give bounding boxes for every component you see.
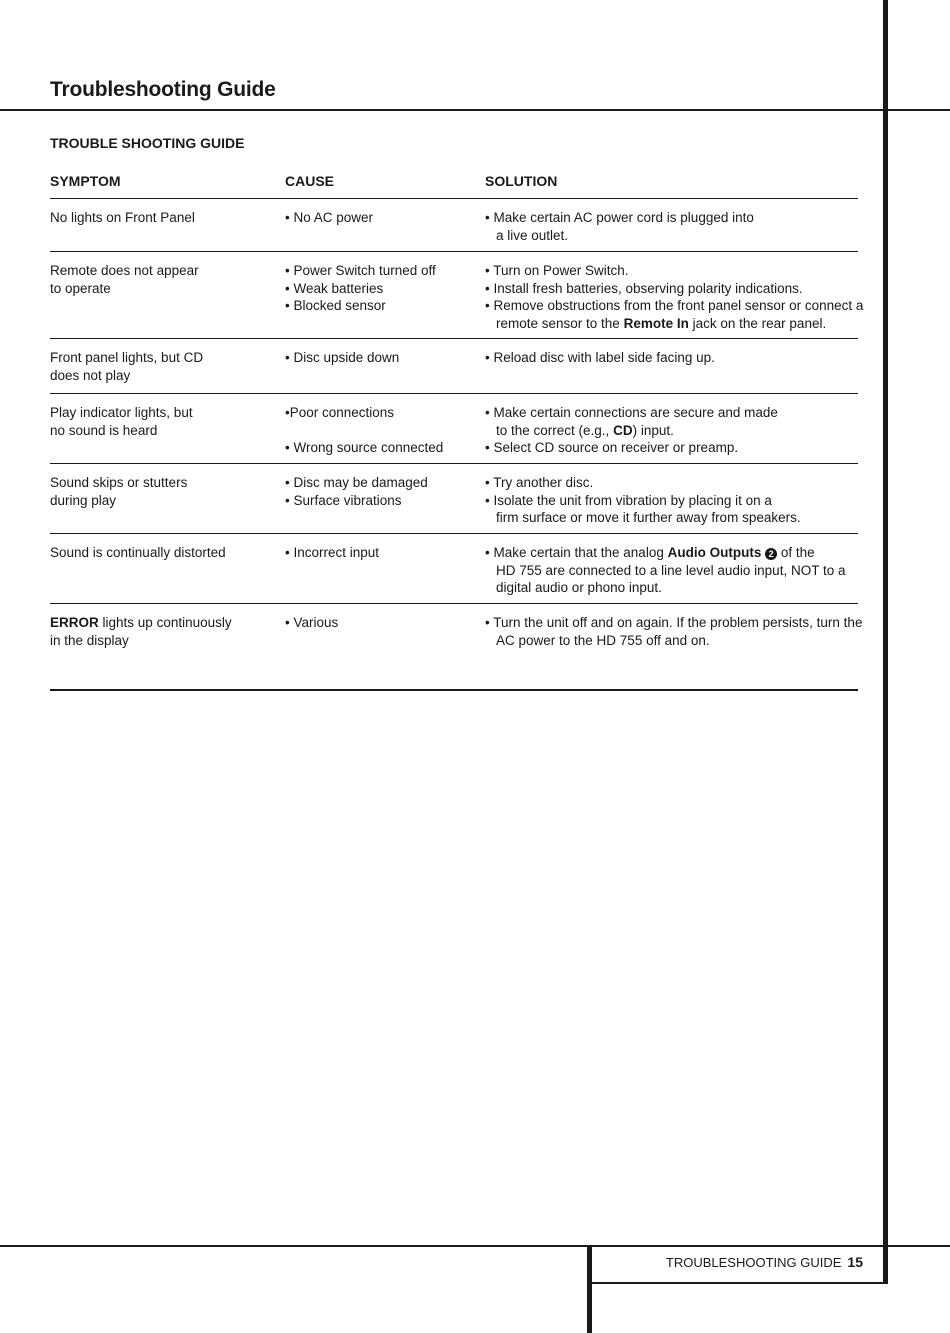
table-row — [50, 604, 863, 691]
cause-cell: • Various — [285, 615, 339, 630]
footer-underline — [590, 1282, 888, 1284]
cause-cell: • Disc upside down — [285, 350, 400, 365]
section-title: TROUBLE SHOOTING GUIDE — [50, 135, 245, 151]
troubleshooting-table — [50, 173, 864, 691]
cd-label: CD — [613, 422, 633, 438]
error-label: ERROR — [50, 615, 99, 630]
solution-cell: • Make certain that the analog Audio Outputs 2 of the HD 755 are connected to a line level audio input, NOT to a digital audio or phono input. — [485, 545, 846, 596]
table-row — [50, 199, 858, 252]
cause-cell: • Power Switch turned off • Weak batteries • Blocked sensor — [285, 263, 436, 314]
footer-rule — [0, 1245, 950, 1247]
circled-number-icon: 2 — [765, 548, 777, 560]
symptom-cell: Front panel lights, but CD does not play — [50, 350, 204, 383]
footer-section: TROUBLESHOOTING GUIDE — [665, 1255, 842, 1270]
cause-cell: • Disc may be damaged • Surface vibrations — [285, 475, 428, 508]
table-row — [50, 394, 858, 464]
symptom-cell: ERROR lights up continuously in the display — [50, 615, 232, 648]
symptom-cell: Play indicator lights, but no sound is heard — [50, 405, 193, 438]
page-number: 15 — [847, 1254, 863, 1270]
title-rule — [0, 109, 950, 111]
solution-cell: • Reload disc with label side facing up. — [485, 350, 715, 365]
symptom-cell: No lights on Front Panel — [50, 210, 195, 225]
symptom-cell: Sound is continually distorted — [50, 545, 226, 560]
header-symptom: SYMPTOM — [50, 173, 121, 189]
solution-cell: • Try another disc. • Isolate the unit from vibration by placing it on a firm surface or move it further away from speakers. — [485, 475, 801, 526]
table-row — [50, 464, 858, 534]
table-row — [50, 534, 858, 604]
cause-cell: •Poor connections • Wrong source connected — [285, 405, 444, 456]
symptom-cell: Sound skips or stutters during play — [50, 475, 188, 508]
audio-outputs-label: Audio Outputs — [667, 545, 762, 560]
table-header — [50, 173, 858, 199]
cause-cell: • No AC power — [285, 210, 374, 225]
header-solution: SOLUTION — [485, 173, 558, 189]
solution-cell: • Turn on Power Switch. • Install fresh batteries, observing polarity indications. • Remove obstructions from the front panel sensor or connect a remote sensor to the Remote In jack on the rear panel. — [485, 263, 864, 331]
cause-cell: • Incorrect input — [285, 545, 380, 560]
table-row — [50, 339, 858, 394]
page-title: Troubleshooting Guide — [50, 78, 276, 101]
solution-cell: • Make certain connections are secure and made to the correct (e.g., CD) input. • Select CD source on receiver or preamp. — [485, 405, 778, 456]
footer — [600, 1254, 863, 1270]
remote-in-label: Remote In — [623, 315, 689, 331]
solution-cell: • Turn the unit off and on again. If the problem persists, turn the AC power to the HD 755 off and on. — [485, 615, 863, 648]
solution-cell: • Make certain AC power cord is plugged into a live outlet. — [485, 210, 754, 243]
table-row — [50, 252, 864, 339]
header-cause: CAUSE — [285, 173, 335, 189]
right-vertical-bar — [883, 0, 888, 1284]
footer-vertical-bar — [587, 1246, 592, 1333]
symptom-cell: Remote does not appear to operate — [50, 263, 199, 296]
